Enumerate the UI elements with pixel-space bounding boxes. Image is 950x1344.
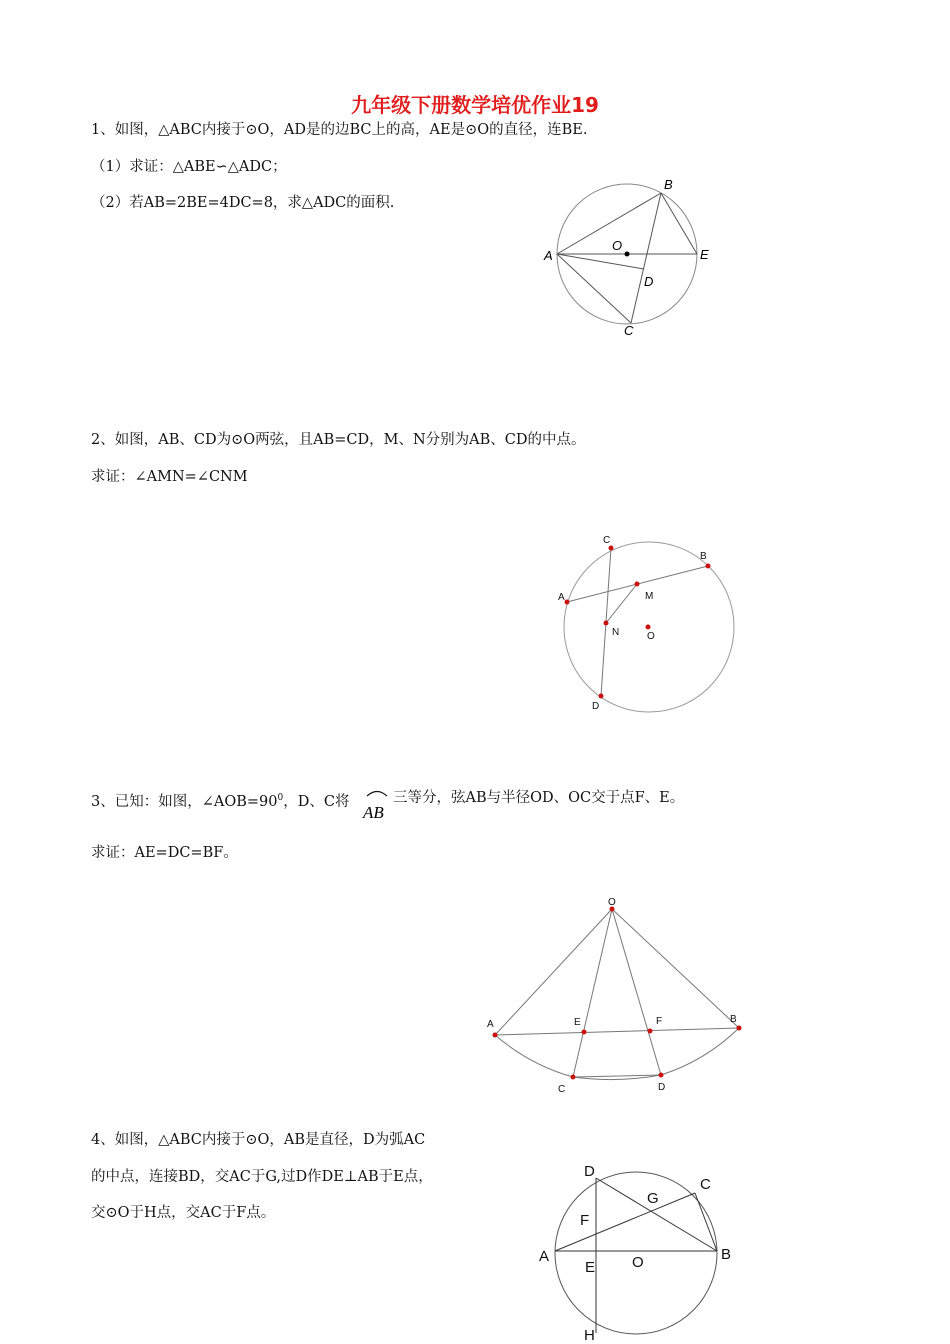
q4-label-H: H: [584, 1327, 595, 1344]
q1-segment-BC: [631, 193, 661, 323]
arc-icon: [367, 792, 387, 797]
q2-statement: 2、如图，AB、CD为⊙O两弦，且AB=CD，M、N分别为AB、CD的中点。: [91, 432, 586, 448]
q4-label-F: F: [580, 1212, 590, 1229]
q4-segment-BD: [596, 1178, 717, 1251]
q3-figure: [480, 895, 750, 1100]
q1-segment-AB: [557, 193, 661, 254]
q1-part1: （1）求证：△ABE∽△ADC；: [91, 159, 287, 175]
q3-label-D: D: [658, 1082, 666, 1093]
q2-label-O: O: [647, 631, 655, 642]
q3-label-C: C: [558, 1084, 566, 1095]
q2-point-C: [609, 546, 614, 551]
q2-label-A: A: [558, 592, 565, 603]
q2-prove: 求证：∠AMN=∠CNM: [91, 469, 248, 485]
q1-label-A: A: [544, 248, 553, 263]
q4-label-C: C: [700, 1176, 711, 1193]
q2-point-D: [599, 694, 604, 699]
q3-arc-ab-symbol: [361, 786, 393, 822]
q2-point-N: [604, 621, 609, 626]
q3-point-C: [571, 1075, 576, 1080]
q4-chord-BC: [695, 1193, 717, 1251]
q4-statement-line3: 交⊙O于H点，交AC于F点。: [91, 1205, 276, 1221]
q4-chord-AC: [555, 1193, 695, 1251]
q3-point-A: [493, 1033, 498, 1038]
q4-statement-line2: 的中点，连接BD，交AC于G,过D作DE⊥AB于E点，: [91, 1169, 433, 1185]
q3-radius-OB: [612, 909, 739, 1028]
q1-center-point: [625, 252, 630, 257]
q2-point-B: [706, 564, 711, 569]
q3-point-B: [737, 1026, 742, 1031]
q4-label-E: E: [585, 1259, 596, 1276]
q1-label-B: B: [664, 177, 673, 192]
q1-part2: （2）若AB=2BE=4DC=8，求△ADC的面积.: [91, 195, 395, 211]
q2-label-N: N: [612, 627, 620, 638]
q3-degree-mark: 0: [277, 793, 284, 803]
q1-label-C: C: [624, 323, 634, 338]
q1-segment-BE: [661, 193, 697, 254]
page-title: 九年级下册数学培优作业19: [351, 93, 599, 117]
q1-figure: [540, 175, 720, 340]
q2-label-D: D: [592, 701, 600, 712]
q3-point-D: [659, 1073, 664, 1078]
q4-label-G: G: [647, 1190, 659, 1207]
q3-radius-OC: [573, 909, 612, 1077]
q3-label-F: F: [656, 1016, 663, 1027]
q3-arc-label: AB: [363, 803, 384, 822]
q2-label-M: M: [645, 591, 654, 602]
q2-label-C: C: [603, 535, 611, 546]
q3-label-A: A: [487, 1019, 494, 1030]
q3-point-F: [648, 1029, 653, 1034]
q2-label-B: B: [700, 551, 707, 562]
q1-statement: 1、如图，△ABC内接于⊙O，AD是的边BC上的高，AE是⊙O的直径，连BE.: [91, 122, 588, 138]
q3-chord-AB: [495, 1028, 739, 1035]
q3-label-B: B: [730, 1014, 737, 1025]
q4-label-B: B: [721, 1246, 732, 1263]
q4-circle: [555, 1172, 717, 1334]
q3-point-E: [582, 1030, 587, 1035]
q1-label-D: D: [644, 274, 654, 289]
q3-radius-OA: [495, 909, 612, 1035]
q1-label-E: E: [700, 247, 709, 262]
q2-figure: [550, 530, 750, 715]
q3-label-O: O: [608, 897, 616, 908]
q4-label-D: D: [584, 1163, 595, 1180]
q3-statement-part1: 3、已知：如图，$\angle AOB=90^0$，D、C将: [91, 793, 350, 810]
q2-point-O: [646, 625, 651, 630]
q2-segment-MN: [606, 584, 637, 623]
q4-statement-line1: 4、如图，△ABC内接于⊙O，AB是直径，D为弧AC: [91, 1132, 426, 1148]
q4-label-O: O: [632, 1254, 644, 1271]
q2-point-A: [565, 600, 570, 605]
q4-figure: [530, 1155, 750, 1344]
q3-prove: 求证：AE=DC=BF。: [91, 845, 238, 861]
q3-statement-part2: 三等分，弦AB与半径OD、OC交于点F、E。: [393, 790, 685, 806]
q4-label-A: A: [539, 1248, 550, 1265]
q2-point-M: [635, 582, 640, 587]
q3-label-E: E: [574, 1017, 581, 1028]
q3-arc-AB: [495, 1028, 739, 1080]
q3-radius-OD: [612, 909, 661, 1075]
q1-label-O: O: [612, 238, 623, 253]
